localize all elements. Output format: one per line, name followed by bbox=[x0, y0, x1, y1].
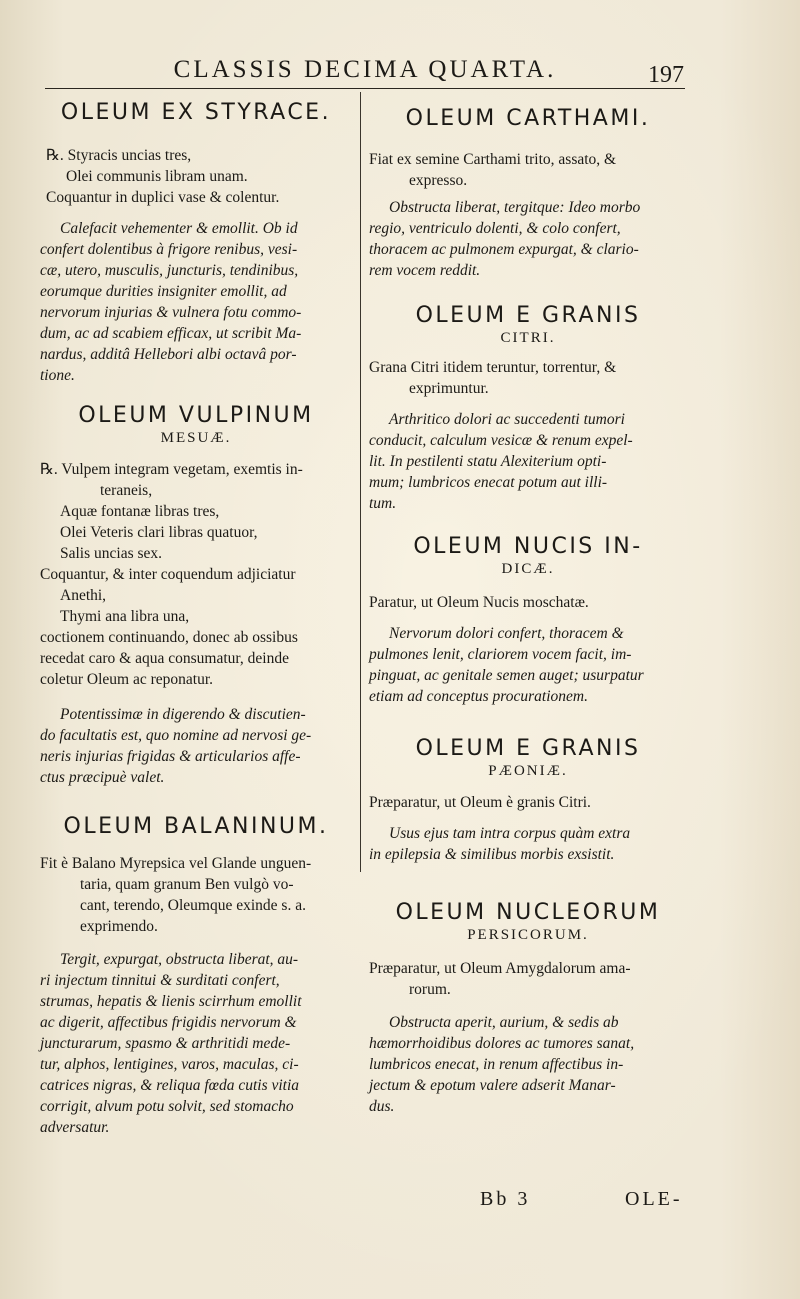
section-title: OLEUM CARTHAMI. bbox=[405, 106, 651, 131]
recipe-line: Grana Citri itidem teruntur, torrentur, & bbox=[369, 359, 617, 376]
virtue-line: lit. In pestilenti statu Alexiterium opti- bbox=[369, 453, 607, 470]
virtue-line: Potentissimæ in digerendo & discutien- bbox=[60, 706, 306, 723]
running-head: CLASSIS DECIMA QUARTA. bbox=[173, 56, 557, 83]
section-title: OLEUM E GRANIS bbox=[415, 303, 641, 328]
recipe-line: recedat caro & aqua consumatur, deinde bbox=[40, 650, 289, 667]
virtue-line: cæ, utero, musculis, juncturis, tendinibus, bbox=[40, 262, 299, 279]
virtue-line: Obstructa liberat, tergitque: Ideo morbo bbox=[389, 199, 641, 216]
recipe-line: coctionem continuando, donec ab ossibus bbox=[40, 629, 298, 646]
recipe-line: Coquantur in duplici vase & colentur. bbox=[46, 189, 280, 206]
recipe-line: coletur Oleum ac reponatur. bbox=[40, 671, 214, 688]
recipe-line: Præparatur, ut Oleum Amygdalorum ama- bbox=[369, 960, 631, 977]
virtue-line: ac digerit, affectibus frigidis nervorum & bbox=[40, 1014, 297, 1031]
catchword: OLE- bbox=[625, 1188, 683, 1210]
virtue-line: catrices nigras, & reliqua fœda cutis vitia bbox=[40, 1077, 300, 1094]
section-oleum-e-granis-paeoniae bbox=[369, 736, 687, 865]
recipe-line: exprimendo. bbox=[80, 918, 158, 935]
recipe-line: Thymi ana libra una, bbox=[60, 608, 190, 625]
recipe-line: Coquantur, & inter coquendum adjiciatur bbox=[40, 566, 296, 583]
recipe-line: taria, quam granum Ben vulgò vo- bbox=[80, 876, 294, 893]
virtue-line: strumas, hepatis & lienis scirrhum emollit bbox=[40, 993, 302, 1010]
virtue-line: ri injectum tinnitui & surditati confert, bbox=[40, 972, 280, 989]
virtue-line: Obstructa aperit, aurium, & sedis ab bbox=[389, 1014, 619, 1031]
section-oleum-vulpinum bbox=[40, 403, 352, 788]
section-oleum-ex-styrace bbox=[40, 100, 352, 386]
virtue-line: regio, ventriculo dolenti, & colo confert, bbox=[369, 220, 621, 237]
virtue-line: dus. bbox=[369, 1098, 395, 1115]
virtue-line: Arthritico dolori ac succedenti tumori bbox=[389, 411, 625, 428]
section-subtitle: PÆONIÆ. bbox=[488, 763, 568, 779]
page-number: 197 bbox=[648, 62, 684, 88]
recipe-line: exprimuntur. bbox=[409, 380, 489, 397]
virtue-line: thoracem ac pulmonem expurgat, & clario- bbox=[369, 241, 639, 258]
recipe-line: ℞. Vulpem integram vegetam, exemtis in- bbox=[40, 461, 303, 478]
virtue-line: neris injurias frigidas & articularios affe- bbox=[40, 748, 301, 765]
recipe-line: Aquæ fontanæ libras tres, bbox=[60, 503, 220, 520]
section-subtitle: DICÆ. bbox=[501, 561, 555, 577]
virtue-line: Calefacit vehementer & emollit. Ob id bbox=[60, 220, 298, 237]
virtue-line: dum, ac ad scabiem efficax, ut scribit Ma- bbox=[40, 325, 302, 342]
recipe-line: rorum. bbox=[409, 981, 451, 998]
section-subtitle: MESUÆ. bbox=[160, 430, 232, 446]
header-rule bbox=[45, 88, 685, 89]
recipe-line: Olei Veteris clari libras quatuor, bbox=[60, 524, 258, 541]
virtue-line: eorumque durities insigniter emollit, ad bbox=[40, 283, 287, 300]
recipe-line: teraneis, bbox=[100, 482, 153, 499]
virtue-line: jectum & epotum valere adserit Manar- bbox=[369, 1077, 616, 1094]
signature-mark: Bb 3 bbox=[480, 1188, 531, 1210]
section-oleum-balaninum bbox=[40, 814, 352, 1138]
section-title: OLEUM BALANINUM. bbox=[63, 814, 329, 839]
virtue-line: etiam ad conceptus procurationem. bbox=[369, 688, 588, 705]
section-subtitle: PERSICORUM. bbox=[467, 927, 589, 943]
virtue-line: lumbricos enecat, in renum affectibus in- bbox=[369, 1056, 624, 1073]
recipe-line: ℞. Styracis uncias tres, bbox=[46, 147, 192, 164]
virtue-line: do facultatis est, quo nomine ad nervosi ge- bbox=[40, 727, 312, 744]
section-title: OLEUM EX STYRACE. bbox=[60, 100, 332, 125]
virtue-line: in epilepsia & similibus morbis exsistit. bbox=[369, 846, 615, 863]
virtue-line: confert dolentibus à frigore renibus, vesi- bbox=[40, 241, 298, 258]
recipe-line: expresso. bbox=[409, 172, 468, 189]
section-title: OLEUM E GRANIS bbox=[415, 736, 641, 761]
section-subtitle: CITRI. bbox=[500, 330, 556, 346]
virtue-line: juncturarum, spasmo & arthritidi mede- bbox=[40, 1035, 291, 1052]
recipe-line: cant, terendo, Oleumque exinde s. a. bbox=[80, 897, 306, 914]
virtue-line: conducit, calculum vesicæ & renum expel- bbox=[369, 432, 633, 449]
virtue-line: adversatur. bbox=[40, 1119, 110, 1136]
virtue-line: nervorum injurias & vulnera fotu commo- bbox=[40, 304, 302, 321]
virtue-line: mum; lumbricos enecat potum aut illi- bbox=[369, 474, 608, 491]
section-oleum-e-granis-citri bbox=[369, 303, 687, 514]
recipe-line: Olei communis libram unam. bbox=[66, 168, 248, 185]
virtue-line: Tergit, expurgat, obstructa liberat, au- bbox=[60, 951, 299, 968]
section-title: OLEUM NUCIS IN- bbox=[413, 534, 643, 559]
recipe-line: Paratur, ut Oleum Nucis moschatæ. bbox=[369, 594, 589, 611]
section-oleum-nucis-indicae bbox=[369, 534, 687, 707]
recipe-line: Fit è Balano Myrepsica vel Glande unguen- bbox=[40, 855, 312, 872]
recipe-line: Præparatur, ut Oleum è granis Citri. bbox=[369, 794, 591, 811]
virtue-line: rem vocem reddit. bbox=[369, 262, 481, 279]
virtue-line: Nervorum dolori confert, thoracem & bbox=[389, 625, 624, 642]
virtue-line: Usus ejus tam intra corpus quàm extra bbox=[389, 825, 631, 842]
virtue-line: hæmorrhoidibus dolores ac tumores sanat, bbox=[369, 1035, 635, 1052]
virtue-line: tum. bbox=[369, 495, 397, 512]
section-title: OLEUM VULPINUM bbox=[78, 403, 314, 428]
recipe-line: Salis uncias sex. bbox=[60, 545, 163, 562]
virtue-line: pinguat, ac genitale semen auget; usurpatur bbox=[369, 667, 644, 684]
column-divider bbox=[360, 92, 361, 872]
virtue-line: tione. bbox=[40, 367, 75, 384]
virtue-line: tur, alphos, lentigines, varos, maculas, ci- bbox=[40, 1056, 299, 1073]
virtue-line: pulmones lenit, clariorem vocem facit, im- bbox=[369, 646, 632, 663]
virtue-line: corrigit, alvum potu solvit, sed stomacho bbox=[40, 1098, 294, 1115]
section-oleum-nucleorum-persicorum bbox=[369, 900, 687, 1117]
recipe-line: Fiat ex semine Carthami trito, assato, & bbox=[369, 151, 617, 168]
section-oleum-carthami bbox=[369, 106, 687, 281]
virtue-line: nardus, additâ Hellebori albi octavâ por- bbox=[40, 346, 297, 363]
section-title: OLEUM NUCLEORUM bbox=[395, 900, 661, 925]
recipe-line: Anethi, bbox=[60, 587, 107, 604]
virtue-line: ctus præcipuè valet. bbox=[40, 769, 165, 786]
